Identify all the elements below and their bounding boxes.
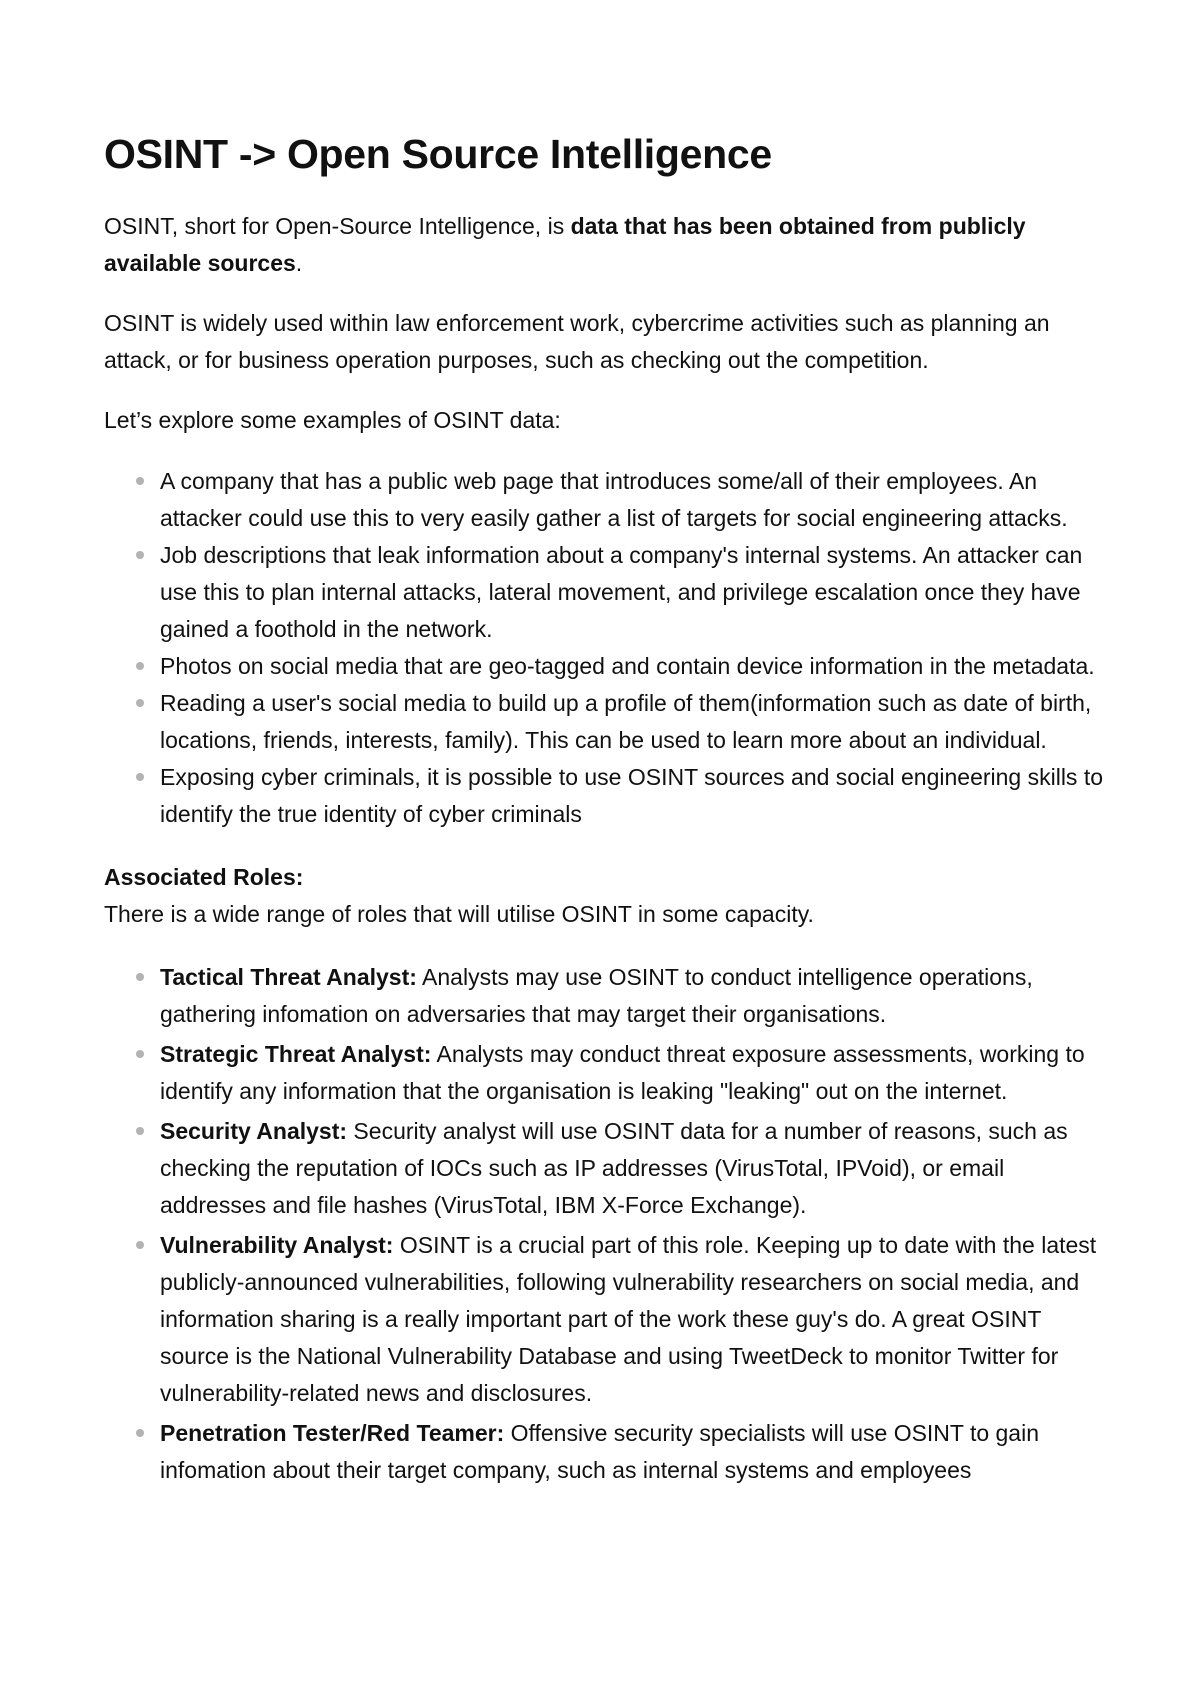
example-text: Photos on social media that are geo-tagged and contain device information in the metadata. — [160, 653, 1095, 679]
list-item — [104, 759, 1104, 833]
list-item — [104, 1036, 1104, 1110]
page-title: OSINT -> Open Source Intelligence — [104, 131, 772, 177]
example-text: Reading a user's social media to build up a profile of them(information such as date of birth, locations, friends, interests, family). This can be used to learn more about an individual. — [160, 690, 1092, 753]
examples-list — [104, 463, 1104, 833]
example-text: Job descriptions that leak information about a company's internal systems. An attacker can use this to plan internal attacks, lateral movement, and privilege escalation once they have gained a foothold in the network. — [160, 542, 1083, 642]
bullet-icon — [136, 973, 144, 981]
list-item — [104, 1113, 1104, 1224]
bullet-icon — [136, 551, 144, 559]
list-item — [104, 648, 1104, 685]
bullet-icon — [136, 662, 144, 670]
list-item — [104, 463, 1104, 537]
bullet-icon — [136, 1429, 144, 1437]
role-text: Offensive security specialists will use OSINT to gain infomation about their target company, such as internal systems and employees — [160, 1420, 1039, 1483]
role-text: OSINT is a crucial part of this role. Keeping up to date with the latest publicly-announced vulnerabilities, following vulnerability researchers on social media, and information sharing is a really important part of the work these guy's do. A great OSINT source is the National Vulnerability Database and using TweetDeck to monitor Twitter for vulnerability-related news and disclosures. — [160, 1232, 1097, 1406]
usage-paragraph: OSINT is widely used within law enforcement work, cybercrime activities such as planning an attack, or for business operation purposes, such as checking out the competition. — [104, 310, 1050, 373]
examples-intro: Let’s explore some examples of OSINT data: — [104, 407, 561, 433]
role-name: Vulnerability Analyst: — [160, 1232, 394, 1258]
list-item — [104, 959, 1104, 1033]
role-text: Analysts may use OSINT to conduct intelligence operations, gathering infomation on adversaries that may target their organisations. — [160, 964, 1033, 1027]
intro-paragraph — [104, 208, 1104, 282]
bullet-icon — [136, 1050, 144, 1058]
roles-heading: Associated Roles: — [104, 864, 304, 890]
example-text: A company that has a public web page that introduces some/all of their employees. An attacker could use this to very easily gather a list of targets for social engineering attacks. — [160, 468, 1068, 531]
list-item — [104, 685, 1104, 759]
intro-prefix: OSINT, short for Open-Source Intelligence, is — [104, 213, 571, 239]
document-body — [104, 130, 1104, 1492]
bullet-icon — [136, 477, 144, 485]
role-name: Security Analyst: — [160, 1118, 348, 1144]
bullet-icon — [136, 1127, 144, 1135]
role-name: Strategic Threat Analyst: — [160, 1041, 432, 1067]
role-name: Tactical Threat Analyst: — [160, 964, 417, 990]
example-text: Exposing cyber criminals, it is possible to use OSINT sources and social engineering skills to identify the true identity of cyber criminals — [160, 764, 1103, 827]
roles-intro: There is a wide range of roles that will utilise OSINT in some capacity. — [104, 901, 814, 927]
intro-suffix: . — [295, 250, 303, 276]
list-item — [104, 1227, 1104, 1412]
role-text: Analysts may conduct threat exposure assessments, working to identify any information that the organisation is leaking "leaking" out on the internet. — [160, 1041, 1085, 1104]
bullet-icon — [136, 699, 144, 707]
bullet-icon — [136, 1241, 144, 1249]
list-item — [104, 1415, 1104, 1489]
list-item — [104, 537, 1104, 648]
role-text: Security analyst will use OSINT data for a number of reasons, such as checking the reputation of IOCs such as IP addresses (VirusTotal, IPVoid), or email addresses and file hashes (VirusTotal, IBM X-Force Exchange). — [160, 1118, 1068, 1218]
role-name: Penetration Tester/Red Teamer: — [160, 1420, 505, 1446]
intro-bold: data that has been obtained from publicly available sources — [104, 213, 1026, 276]
bullet-icon — [136, 773, 144, 781]
roles-list — [104, 959, 1104, 1489]
